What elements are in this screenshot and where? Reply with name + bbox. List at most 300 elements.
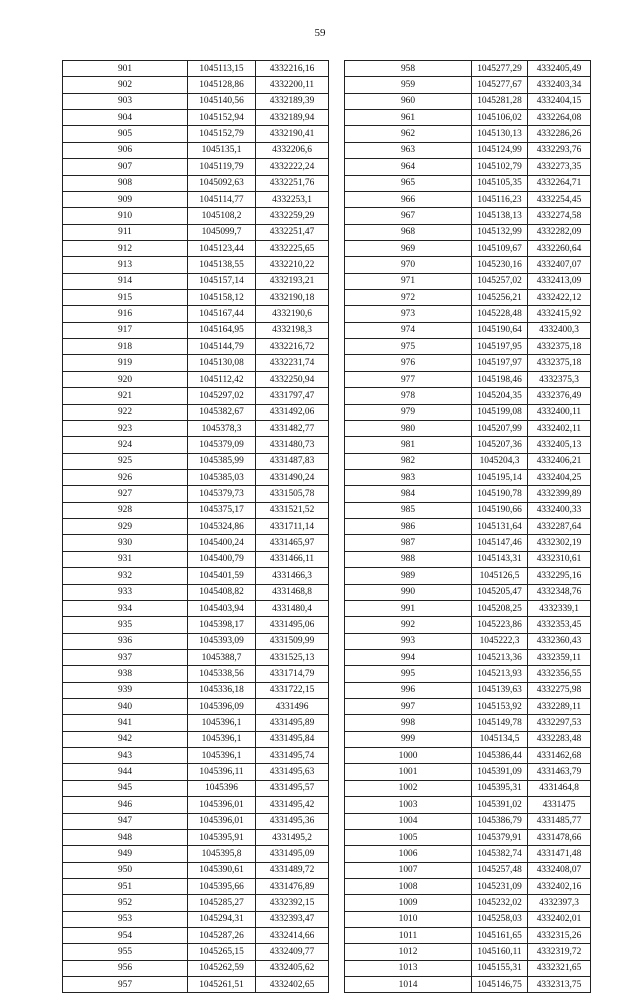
y-coordinate-cell: 4331464,8 (528, 780, 591, 796)
y-coordinate-cell: 4331487,83 (256, 453, 329, 469)
table-row (345, 944, 591, 960)
table-row (63, 339, 329, 355)
x-coordinate-cell: 1045190,66 (472, 502, 528, 518)
table-row (63, 715, 329, 731)
x-coordinate-cell: 1045160,11 (472, 944, 528, 960)
table-row (63, 977, 329, 993)
y-coordinate-cell: 4332359,11 (528, 649, 591, 665)
point-number-cell: 913 (63, 257, 188, 273)
x-coordinate-cell: 1045213,93 (472, 666, 528, 682)
point-number-cell: 997 (345, 699, 472, 715)
y-coordinate-cell: 4332297,53 (528, 715, 591, 731)
point-number-cell: 1005 (345, 829, 472, 845)
x-coordinate-cell: 1045297,02 (188, 388, 256, 404)
table-row (345, 306, 591, 322)
table-row (63, 519, 329, 535)
x-coordinate-cell: 1045153,92 (472, 699, 528, 715)
point-number-cell: 908 (63, 175, 188, 191)
x-coordinate-cell: 1045396,1 (188, 731, 256, 747)
y-coordinate-cell: 4331797,47 (256, 388, 329, 404)
point-number-cell: 906 (63, 142, 188, 158)
point-number-cell: 940 (63, 699, 188, 715)
x-coordinate-cell: 1045112,42 (188, 371, 256, 387)
point-number-cell: 943 (63, 748, 188, 764)
x-coordinate-cell: 1045285,27 (188, 895, 256, 911)
table-row (345, 191, 591, 207)
table-row (63, 224, 329, 240)
x-coordinate-cell: 1045199,08 (472, 404, 528, 420)
point-number-cell: 904 (63, 110, 188, 126)
table-row (63, 600, 329, 616)
table-row (345, 649, 591, 665)
y-coordinate-cell: 4331465,97 (256, 535, 329, 551)
point-number-cell: 1010 (345, 911, 472, 927)
point-number-cell: 947 (63, 813, 188, 829)
point-number-cell: 974 (345, 322, 472, 338)
table-row (63, 895, 329, 911)
y-coordinate-cell: 4332264,08 (528, 110, 591, 126)
y-coordinate-cell: 4331489,72 (256, 862, 329, 878)
point-number-cell: 949 (63, 846, 188, 862)
point-number-cell: 979 (345, 404, 472, 420)
table-row (63, 126, 329, 142)
point-number-cell: 933 (63, 584, 188, 600)
point-number-cell: 905 (63, 126, 188, 142)
table-row (63, 617, 329, 633)
x-coordinate-cell: 1045158,12 (188, 290, 256, 306)
table-row (345, 437, 591, 453)
y-coordinate-cell: 4332392,15 (256, 895, 329, 911)
point-number-cell: 957 (63, 977, 188, 993)
y-coordinate-cell: 4332319,72 (528, 944, 591, 960)
y-coordinate-cell: 4331466,3 (256, 568, 329, 584)
x-coordinate-cell: 1045213,36 (472, 649, 528, 665)
y-coordinate-cell: 4332190,41 (256, 126, 329, 142)
table-row (345, 666, 591, 682)
y-coordinate-cell: 4331525,13 (256, 649, 329, 665)
x-coordinate-cell: 1045208,25 (472, 600, 528, 616)
y-coordinate-cell: 4332402,11 (528, 420, 591, 436)
y-coordinate-cell: 4331711,14 (256, 519, 329, 535)
y-coordinate-cell: 4331480,73 (256, 437, 329, 453)
y-coordinate-cell: 4332210,22 (256, 257, 329, 273)
point-number-cell: 903 (63, 93, 188, 109)
table-row (63, 829, 329, 845)
table-row (345, 61, 591, 77)
x-coordinate-cell: 1045231,09 (472, 878, 528, 894)
point-number-cell: 948 (63, 829, 188, 845)
y-coordinate-cell: 4332405,62 (256, 960, 329, 976)
x-coordinate-cell: 1045382,74 (472, 846, 528, 862)
x-coordinate-cell: 1045207,99 (472, 420, 528, 436)
table-row (345, 453, 591, 469)
y-coordinate-cell: 4331495,36 (256, 813, 329, 829)
table-row (63, 649, 329, 665)
table-row (345, 928, 591, 944)
x-coordinate-cell: 1045157,14 (188, 273, 256, 289)
table-row (345, 911, 591, 927)
x-coordinate-cell: 1045144,79 (188, 339, 256, 355)
table-row (63, 240, 329, 256)
x-coordinate-cell: 1045138,13 (472, 208, 528, 224)
x-coordinate-cell: 1045396,09 (188, 699, 256, 715)
point-number-cell: 1013 (345, 960, 472, 976)
point-number-cell: 1002 (345, 780, 472, 796)
point-number-cell: 958 (345, 61, 472, 77)
table-row (63, 77, 329, 93)
x-coordinate-cell: 1045401,59 (188, 568, 256, 584)
y-coordinate-cell: 4331521,52 (256, 502, 329, 518)
point-number-cell: 961 (345, 110, 472, 126)
table-row (63, 208, 329, 224)
y-coordinate-cell: 4332414,66 (256, 928, 329, 944)
x-coordinate-cell: 1045385,03 (188, 469, 256, 485)
x-coordinate-cell: 1045262,59 (188, 960, 256, 976)
y-coordinate-cell: 4332273,35 (528, 159, 591, 175)
point-number-cell: 953 (63, 911, 188, 927)
x-coordinate-cell: 1045281,28 (472, 93, 528, 109)
x-coordinate-cell: 1045140,56 (188, 93, 256, 109)
y-coordinate-cell: 4332260,64 (528, 240, 591, 256)
table-row (345, 159, 591, 175)
x-coordinate-cell: 1045232,02 (472, 895, 528, 911)
table-row (63, 420, 329, 436)
table-row (63, 469, 329, 485)
point-number-cell: 1012 (345, 944, 472, 960)
coordinates-table-right-body (345, 61, 591, 993)
x-coordinate-cell: 1045147,46 (472, 535, 528, 551)
x-coordinate-cell: 1045197,97 (472, 355, 528, 371)
point-number-cell: 950 (63, 862, 188, 878)
x-coordinate-cell: 1045138,55 (188, 257, 256, 273)
y-coordinate-cell: 4332406,21 (528, 453, 591, 469)
x-coordinate-cell: 1045261,51 (188, 977, 256, 993)
y-coordinate-cell: 4332402,01 (528, 911, 591, 927)
x-coordinate-cell: 1045228,48 (472, 306, 528, 322)
x-coordinate-cell: 1045130,13 (472, 126, 528, 142)
y-coordinate-cell: 4332287,64 (528, 519, 591, 535)
x-coordinate-cell: 1045287,26 (188, 928, 256, 944)
y-coordinate-cell: 4332193,21 (256, 273, 329, 289)
y-coordinate-cell: 4331495,89 (256, 715, 329, 731)
y-coordinate-cell: 4332283,48 (528, 731, 591, 747)
x-coordinate-cell: 1045167,44 (188, 306, 256, 322)
point-number-cell: 937 (63, 649, 188, 665)
point-number-cell: 917 (63, 322, 188, 338)
table-row (63, 437, 329, 453)
x-coordinate-cell: 1045223,86 (472, 617, 528, 633)
y-coordinate-cell: 4331495,2 (256, 829, 329, 845)
point-number-cell: 980 (345, 420, 472, 436)
table-row (63, 731, 329, 747)
table-row (63, 371, 329, 387)
point-number-cell: 984 (345, 486, 472, 502)
table-row (345, 290, 591, 306)
y-coordinate-cell: 4332409,77 (256, 944, 329, 960)
table-row (345, 715, 591, 731)
point-number-cell: 959 (345, 77, 472, 93)
y-coordinate-cell: 4331495,63 (256, 764, 329, 780)
x-coordinate-cell: 1045382,67 (188, 404, 256, 420)
table-row (345, 404, 591, 420)
x-coordinate-cell: 1045400,79 (188, 551, 256, 567)
y-coordinate-cell: 4331471,48 (528, 846, 591, 862)
table-row (345, 224, 591, 240)
x-coordinate-cell: 1045197,95 (472, 339, 528, 355)
table-row (345, 829, 591, 845)
x-coordinate-cell: 1045256,21 (472, 290, 528, 306)
x-coordinate-cell: 1045396,01 (188, 797, 256, 813)
table-row (63, 142, 329, 158)
table-row (63, 175, 329, 191)
table-row (345, 371, 591, 387)
point-number-cell: 912 (63, 240, 188, 256)
table-row (63, 797, 329, 813)
table-row (63, 551, 329, 567)
x-coordinate-cell: 1045207,36 (472, 437, 528, 453)
table-row (63, 486, 329, 502)
x-coordinate-cell: 1045385,99 (188, 453, 256, 469)
x-coordinate-cell: 1045396,1 (188, 748, 256, 764)
y-coordinate-cell: 4331495,09 (256, 846, 329, 862)
y-coordinate-cell: 4332339,1 (528, 600, 591, 616)
point-number-cell: 955 (63, 944, 188, 960)
y-coordinate-cell: 4332216,72 (256, 339, 329, 355)
point-number-cell: 918 (63, 339, 188, 355)
table-row (345, 682, 591, 698)
point-number-cell: 936 (63, 633, 188, 649)
x-coordinate-cell: 1045396,01 (188, 813, 256, 829)
table-row (63, 780, 329, 796)
table-row (345, 633, 591, 649)
point-number-cell: 1000 (345, 748, 472, 764)
y-coordinate-cell: 4332200,11 (256, 77, 329, 93)
x-coordinate-cell: 1045386,44 (472, 748, 528, 764)
y-coordinate-cell: 4332259,29 (256, 208, 329, 224)
coordinates-table-left (62, 60, 329, 993)
x-coordinate-cell: 1045131,64 (472, 519, 528, 535)
point-number-cell: 927 (63, 486, 188, 502)
x-coordinate-cell: 1045190,64 (472, 322, 528, 338)
y-coordinate-cell: 4332274,58 (528, 208, 591, 224)
y-coordinate-cell: 4332190,18 (256, 290, 329, 306)
x-coordinate-cell: 1045379,73 (188, 486, 256, 502)
y-coordinate-cell: 4332282,09 (528, 224, 591, 240)
point-number-cell: 1008 (345, 878, 472, 894)
x-coordinate-cell: 1045139,63 (472, 682, 528, 698)
point-number-cell: 930 (63, 535, 188, 551)
table-row (345, 126, 591, 142)
y-coordinate-cell: 4331480,4 (256, 600, 329, 616)
point-number-cell: 999 (345, 731, 472, 747)
point-number-cell: 965 (345, 175, 472, 191)
point-number-cell: 998 (345, 715, 472, 731)
x-coordinate-cell: 1045099,7 (188, 224, 256, 240)
table-row (63, 666, 329, 682)
y-coordinate-cell: 4331466,11 (256, 551, 329, 567)
x-coordinate-cell: 1045128,86 (188, 77, 256, 93)
y-coordinate-cell: 4332315,26 (528, 928, 591, 944)
point-number-cell: 985 (345, 502, 472, 518)
x-coordinate-cell: 1045204,3 (472, 453, 528, 469)
table-row (345, 780, 591, 796)
point-number-cell: 978 (345, 388, 472, 404)
table-row (63, 764, 329, 780)
table-row (345, 208, 591, 224)
point-number-cell: 977 (345, 371, 472, 387)
point-number-cell: 960 (345, 93, 472, 109)
point-number-cell: 1006 (345, 846, 472, 862)
y-coordinate-cell: 4331722,15 (256, 682, 329, 698)
point-number-cell: 991 (345, 600, 472, 616)
point-number-cell: 920 (63, 371, 188, 387)
table-row (345, 813, 591, 829)
table-row (345, 977, 591, 993)
y-coordinate-cell: 4331495,74 (256, 748, 329, 764)
x-coordinate-cell: 1045336,18 (188, 682, 256, 698)
y-coordinate-cell: 4332189,94 (256, 110, 329, 126)
point-number-cell: 931 (63, 551, 188, 567)
point-number-cell: 990 (345, 584, 472, 600)
table-row (345, 502, 591, 518)
y-coordinate-cell: 4332310,61 (528, 551, 591, 567)
point-number-cell: 1014 (345, 977, 472, 993)
table-row (63, 699, 329, 715)
point-number-cell: 983 (345, 469, 472, 485)
x-coordinate-cell: 1045152,94 (188, 110, 256, 126)
table-row (345, 388, 591, 404)
point-number-cell: 926 (63, 469, 188, 485)
table-row (63, 191, 329, 207)
table-row (63, 878, 329, 894)
point-number-cell: 915 (63, 290, 188, 306)
table-row (63, 61, 329, 77)
x-coordinate-cell: 1045390,61 (188, 862, 256, 878)
point-number-cell: 941 (63, 715, 188, 731)
point-number-cell: 989 (345, 568, 472, 584)
x-coordinate-cell: 1045257,02 (472, 273, 528, 289)
table-row (63, 682, 329, 698)
point-number-cell: 932 (63, 568, 188, 584)
x-coordinate-cell: 1045143,31 (472, 551, 528, 567)
point-number-cell: 952 (63, 895, 188, 911)
y-coordinate-cell: 4331485,77 (528, 813, 591, 829)
y-coordinate-cell: 4332400,3 (528, 322, 591, 338)
x-coordinate-cell: 1045124,99 (472, 142, 528, 158)
point-number-cell: 987 (345, 535, 472, 551)
y-coordinate-cell: 4332289,11 (528, 699, 591, 715)
point-number-cell: 982 (345, 453, 472, 469)
x-coordinate-cell: 1045395,8 (188, 846, 256, 862)
x-coordinate-cell: 1045152,79 (188, 126, 256, 142)
point-number-cell: 1009 (345, 895, 472, 911)
point-number-cell: 1004 (345, 813, 472, 829)
point-number-cell: 939 (63, 682, 188, 698)
y-coordinate-cell: 4332400,11 (528, 404, 591, 420)
table-row (63, 568, 329, 584)
point-number-cell: 935 (63, 617, 188, 633)
point-number-cell: 967 (345, 208, 472, 224)
table-row (63, 93, 329, 109)
x-coordinate-cell: 1045375,17 (188, 502, 256, 518)
x-coordinate-cell: 1045092,63 (188, 175, 256, 191)
point-number-cell: 963 (345, 142, 472, 158)
y-coordinate-cell: 4332356,55 (528, 666, 591, 682)
x-coordinate-cell: 1045277,29 (472, 61, 528, 77)
point-number-cell: 929 (63, 519, 188, 535)
y-coordinate-cell: 4332348,76 (528, 584, 591, 600)
y-coordinate-cell: 4331492,06 (256, 404, 329, 420)
table-row (63, 944, 329, 960)
y-coordinate-cell: 4332403,34 (528, 77, 591, 93)
table-row (345, 551, 591, 567)
x-coordinate-cell: 1045258,03 (472, 911, 528, 927)
point-number-cell: 956 (63, 960, 188, 976)
x-coordinate-cell: 1045379,09 (188, 437, 256, 453)
y-coordinate-cell: 4332422,12 (528, 290, 591, 306)
y-coordinate-cell: 4332413,09 (528, 273, 591, 289)
point-number-cell: 962 (345, 126, 472, 142)
table-row (63, 159, 329, 175)
x-coordinate-cell: 1045379,91 (472, 829, 528, 845)
x-coordinate-cell: 1045113,15 (188, 61, 256, 77)
table-row (63, 535, 329, 551)
x-coordinate-cell: 1045114,77 (188, 191, 256, 207)
y-coordinate-cell: 4331475 (528, 797, 591, 813)
y-coordinate-cell: 4332405,49 (528, 61, 591, 77)
y-coordinate-cell: 4331495,57 (256, 780, 329, 796)
point-number-cell: 928 (63, 502, 188, 518)
table-row (63, 322, 329, 338)
x-coordinate-cell: 1045388,7 (188, 649, 256, 665)
point-number-cell: 919 (63, 355, 188, 371)
x-coordinate-cell: 1045265,15 (188, 944, 256, 960)
point-number-cell: 911 (63, 224, 188, 240)
point-number-cell: 993 (345, 633, 472, 649)
table-row (63, 404, 329, 420)
table-row (63, 911, 329, 927)
x-coordinate-cell: 1045386,79 (472, 813, 528, 829)
x-coordinate-cell: 1045204,35 (472, 388, 528, 404)
point-number-cell: 966 (345, 191, 472, 207)
y-coordinate-cell: 4332407,07 (528, 257, 591, 273)
x-coordinate-cell: 1045123,44 (188, 240, 256, 256)
y-coordinate-cell: 4331714,79 (256, 666, 329, 682)
point-number-cell: 994 (345, 649, 472, 665)
table-row (345, 568, 591, 584)
y-coordinate-cell: 4332375,3 (528, 371, 591, 387)
y-coordinate-cell: 4332251,76 (256, 175, 329, 191)
point-number-cell: 975 (345, 339, 472, 355)
y-coordinate-cell: 4332189,39 (256, 93, 329, 109)
table-row (63, 928, 329, 944)
table-row (345, 699, 591, 715)
y-coordinate-cell: 4332404,25 (528, 469, 591, 485)
y-coordinate-cell: 4331490,24 (256, 469, 329, 485)
point-number-cell: 1003 (345, 797, 472, 813)
x-coordinate-cell: 1045205,47 (472, 584, 528, 600)
table-row (63, 355, 329, 371)
x-coordinate-cell: 1045400,24 (188, 535, 256, 551)
table-row (345, 257, 591, 273)
point-number-cell: 972 (345, 290, 472, 306)
table-row (345, 486, 591, 502)
x-coordinate-cell: 1045119,79 (188, 159, 256, 175)
x-coordinate-cell: 1045146,75 (472, 977, 528, 993)
table-row (345, 748, 591, 764)
table-row (345, 797, 591, 813)
y-coordinate-cell: 4331462,68 (528, 748, 591, 764)
